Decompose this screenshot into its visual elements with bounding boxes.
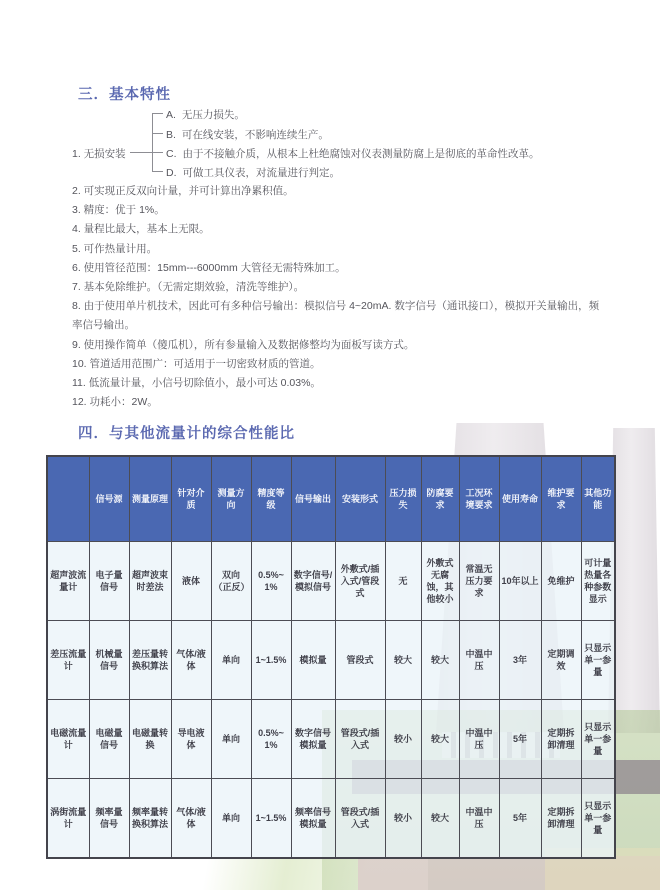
table-header-cell: 精度等级 — [251, 456, 291, 542]
table-cell: 常温无压力要求 — [459, 542, 499, 621]
table-cell: 数字信号模拟量 — [291, 700, 335, 779]
table-cell: 1~1.5% — [251, 779, 291, 859]
row-label: 差压流量计 — [47, 621, 89, 700]
table-cell: 0.5%~1% — [251, 542, 291, 621]
option-row — [166, 165, 340, 180]
bracket-line — [152, 171, 163, 172]
table-cell: 1~1.5% — [251, 621, 291, 700]
table-cell: 单向 — [211, 621, 251, 700]
table-cell: 0.5%~1% — [251, 700, 291, 779]
table-cell: 电磁量转换 — [129, 700, 171, 779]
table-header-cell — [47, 456, 89, 542]
option-row — [166, 127, 329, 142]
table-header-cell: 其他功能 — [581, 456, 615, 542]
table-cell: 较小 — [385, 700, 421, 779]
list-item: 2. 可实现正反双向计量，并可计算出净累积值。 — [72, 185, 294, 197]
table-cell: 外敷式无腐蚀，其他较小 — [421, 542, 459, 621]
table-row — [47, 542, 615, 621]
table-cell: 频率信号模拟量 — [291, 779, 335, 859]
list-item: 9. 使用操作简单（傻瓜机），所有参量输入及数据修整均为面板写读方式。 — [72, 338, 415, 351]
table-cell: 可计量热量各种参数显示 — [581, 542, 615, 621]
table-header-cell: 工况环境要求 — [459, 456, 499, 542]
table-cell: 定期拆卸清理 — [541, 779, 581, 859]
table-row — [47, 621, 615, 700]
table-cell: 液体 — [171, 542, 211, 621]
table-cell: 频率量信号 — [89, 779, 129, 859]
table-cell: 数字信号/模拟信号 — [291, 542, 335, 621]
bracket-line — [152, 133, 163, 134]
bracket-line — [152, 152, 163, 153]
table-cell: 超声波束时差法 — [129, 542, 171, 621]
option-row — [166, 146, 540, 161]
table-cell: 外敷式/插入式/管段式 — [335, 542, 385, 621]
table-cell: 管段式/插入式 — [335, 779, 385, 859]
table-header-cell: 信号输出 — [291, 456, 335, 542]
table-cell: 较小 — [385, 779, 421, 859]
option-text: 可在线安装，不影响连续生产。 — [181, 129, 329, 141]
option-text: 可做工具仪表，对流量进行判定。 — [182, 167, 340, 179]
table-cell: 10年以上 — [499, 542, 541, 621]
table-cell: 中温中压 — [459, 621, 499, 700]
option-key: C. — [166, 148, 177, 160]
list-item: 4. 量程比最大，基本上无限。 — [72, 223, 210, 236]
table-cell: 只显示单一参量 — [581, 700, 615, 779]
item1-label: 1. 无损安装 — [72, 148, 126, 160]
table-header-cell: 防腐要求 — [421, 456, 459, 542]
row-label: 超声波流量计 — [47, 542, 89, 621]
table-cell: 频率量转换积算法 — [129, 779, 171, 859]
table-cell: 定期拆卸清理 — [541, 700, 581, 779]
list-item: 12. 功耗小：2W。 — [72, 396, 158, 409]
table-cell: 管段式 — [335, 621, 385, 700]
table-cell: 较大 — [421, 621, 459, 700]
table-header-cell: 安装形式 — [335, 456, 385, 542]
table-cell: 管段式/插入式 — [335, 700, 385, 779]
table-cell: 中温中压 — [459, 700, 499, 779]
table-row — [47, 779, 615, 859]
table-cell: 导电液体 — [171, 700, 211, 779]
table-cell: 单向 — [211, 779, 251, 859]
table-cell: 单向 — [211, 700, 251, 779]
list-item: 6. 使用管径范围：15mm---6000mm 大管径无需特殊加工。 — [72, 261, 346, 274]
list-item: 7. 基本免除维护。（无需定期效验，清洗等维护）。 — [72, 281, 305, 294]
section4-heading: 四．与其他流量计的综合性能比 — [78, 426, 295, 442]
list-item: 8. 由于使用单片机技术，因此可有多种信号输出：模拟信号 4~20mA. 数字信号（通讯接口），模拟开关量输出，频率信号输出。 — [72, 300, 600, 332]
list-item: 11. 低流量计量，小信号切除值小，最小可达 0.03%。 — [72, 377, 321, 390]
install-options-diagram — [60, 105, 620, 183]
table-header-row — [47, 456, 615, 542]
list-item: 10. 管道适用范围广：可适用于一切密致材质的管道。 — [72, 357, 321, 370]
table-cell: 较大 — [385, 621, 421, 700]
table-cell: 较大 — [421, 700, 459, 779]
table-cell: 只显示单一参量 — [581, 779, 615, 859]
table-cell: 电磁量信号 — [89, 700, 129, 779]
table-cell: 差压量转换积算法 — [129, 621, 171, 700]
table-cell: 无 — [385, 542, 421, 621]
table-cell: 机械量信号 — [89, 621, 129, 700]
feature-list — [60, 182, 608, 412]
table-cell: 电子量信号 — [89, 542, 129, 621]
table-cell: 免维护 — [541, 542, 581, 621]
table-cell: 5年 — [499, 700, 541, 779]
table-header-cell: 测量方向 — [211, 456, 251, 542]
bracket-line — [152, 113, 153, 172]
table-header-cell: 压力损失 — [385, 456, 421, 542]
option-row — [166, 107, 245, 122]
option-key: A. — [166, 109, 176, 121]
bracket-line — [130, 152, 152, 153]
table-header-cell: 维护要求 — [541, 456, 581, 542]
option-key: B. — [166, 129, 176, 141]
table-cell: 双向（正反） — [211, 542, 251, 621]
table-cell: 较大 — [421, 779, 459, 859]
bracket-line — [152, 113, 163, 114]
comparison-table — [46, 455, 616, 859]
table-header-cell: 测量原理 — [129, 456, 171, 542]
table-cell: 定期调效 — [541, 621, 581, 700]
table-cell: 5年 — [499, 779, 541, 859]
table-cell: 中温中压 — [459, 779, 499, 859]
table-header-cell: 针对介质 — [171, 456, 211, 542]
option-text: 由于不接触介质，从根本上杜绝腐蚀对仪表测量防腐上是彻底的革命性改革。 — [182, 148, 540, 160]
table-row — [47, 700, 615, 779]
table-cell: 模拟量 — [291, 621, 335, 700]
option-key: D. — [166, 167, 177, 179]
table-header-cell: 信号源 — [89, 456, 129, 542]
table-cell: 气体/液体 — [171, 621, 211, 700]
list-item: 3. 精度：优于 1%。 — [72, 204, 165, 217]
row-label: 涡街流量计 — [47, 779, 89, 859]
table-cell: 只显示单一参量 — [581, 621, 615, 700]
table-cell: 3年 — [499, 621, 541, 700]
table-header-cell: 使用寿命 — [499, 456, 541, 542]
section3-heading: 三．基本特性 — [78, 87, 171, 103]
list-item: 5. 可作热量计用。 — [72, 242, 158, 255]
option-text: 无压力损失。 — [181, 109, 245, 121]
table-cell: 气体/液体 — [171, 779, 211, 859]
row-label: 电磁流量计 — [47, 700, 89, 779]
